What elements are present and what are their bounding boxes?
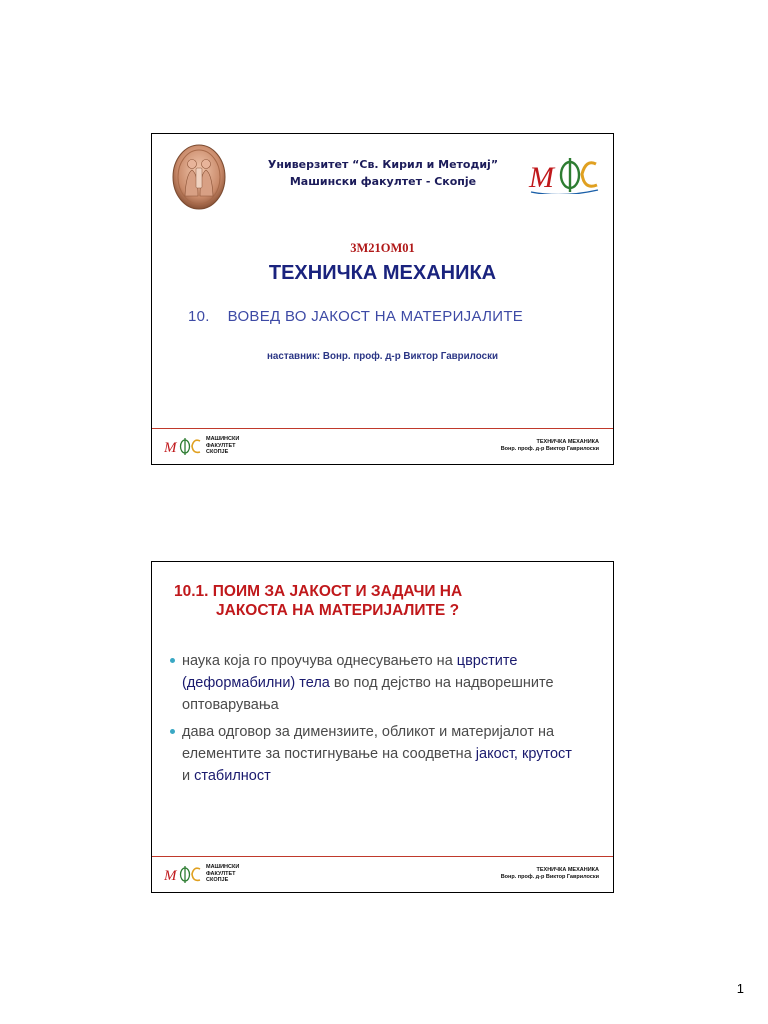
bullet-list bbox=[170, 650, 580, 792]
svg-text:M: M bbox=[529, 161, 554, 194]
footer-faculty bbox=[206, 436, 239, 456]
bullet-highlight: јакост, крутост bbox=[475, 746, 572, 762]
bullet-highlight: стабилност bbox=[194, 768, 271, 784]
bullet-dot-icon bbox=[170, 729, 175, 734]
footer-course-info bbox=[501, 439, 599, 453]
bullet-highlight: цврстите (деформабилни) тела bbox=[182, 653, 518, 691]
university-line-1: Универзитет “Св. Кирил и Методиј” bbox=[267, 158, 499, 171]
slide-title bbox=[151, 133, 614, 465]
course-code: 3M21OM01 bbox=[350, 241, 415, 255]
footer-divider bbox=[152, 856, 613, 857]
university-seal-icon bbox=[172, 144, 226, 210]
footer-lecturer: Вонр. проф. д-р Виктор Гаврилоски bbox=[500, 874, 599, 880]
svg-text:M: M bbox=[164, 868, 177, 884]
slide-heading-line-1: 10.1. ПОИМ ЗА ЈАКОСТ И ЗАДАЧИ НА bbox=[174, 583, 463, 600]
list-item bbox=[170, 650, 580, 716]
footer-faculty-line: ФАКУЛТЕТ bbox=[206, 442, 236, 449]
footer-faculty bbox=[206, 864, 239, 884]
footer-faculty-line: ФАКУЛТЕТ bbox=[206, 870, 236, 877]
bullet-dot-icon bbox=[170, 658, 175, 663]
footer-faculty-line: СКОПЈЕ bbox=[206, 877, 229, 883]
footer-faculty-line: МАШИНСКИ bbox=[206, 864, 240, 870]
lecture-title-text: ВОВЕД ВО ЈАКОСТ НА МАТЕРИЈАЛИТЕ bbox=[227, 308, 524, 325]
slide-heading-line-2: ЈАКОСТА НА МАТЕРИЈАЛИТЕ ? bbox=[216, 602, 460, 619]
svg-text:M: M bbox=[164, 440, 177, 456]
footer-course-title: ТЕХНИЧКА МЕХАНИКА bbox=[536, 867, 599, 873]
footer-course-title: ТЕХНИЧКА МЕХАНИКА bbox=[536, 439, 599, 445]
course-title: ТЕХНИЧКА МЕХАНИКА bbox=[268, 262, 497, 284]
faculty-logo-icon bbox=[528, 154, 600, 194]
slide-footer bbox=[152, 856, 613, 892]
lecture-title bbox=[188, 308, 523, 325]
footer-lecturer: Вонр. проф. д-р Виктор Гаврилоски bbox=[500, 446, 599, 452]
slide-footer bbox=[152, 428, 613, 464]
slide-heading bbox=[174, 582, 462, 620]
university-line-2: Машински факултет - Скопје bbox=[289, 175, 477, 188]
footer-course-info bbox=[501, 867, 599, 881]
university-name bbox=[248, 156, 518, 190]
bullet-text: во под дејство на надворешните оптоварувања bbox=[182, 675, 554, 713]
bullet-text: дава одговор за димензиите, обликот и материјалот на елементите за постигнување на соодветна bbox=[182, 724, 555, 762]
page-number: 1 bbox=[736, 981, 744, 996]
lecturer-name: наставник: Вонр. проф. д-р Виктор Гаврилоски bbox=[267, 351, 498, 362]
list-item bbox=[170, 721, 580, 787]
footer-divider bbox=[152, 428, 613, 429]
lecture-number: 10. bbox=[188, 308, 210, 325]
footer-faculty-line: СКОПЈЕ bbox=[206, 449, 229, 455]
footer-logo-icon bbox=[164, 864, 202, 884]
footer-faculty-line: МАШИНСКИ bbox=[206, 436, 240, 442]
footer-logo-icon bbox=[164, 436, 202, 456]
bullet-text: и bbox=[182, 768, 191, 784]
slide-content bbox=[151, 561, 614, 893]
bullet-text: наука која го проучува однесувањето на bbox=[182, 653, 453, 669]
